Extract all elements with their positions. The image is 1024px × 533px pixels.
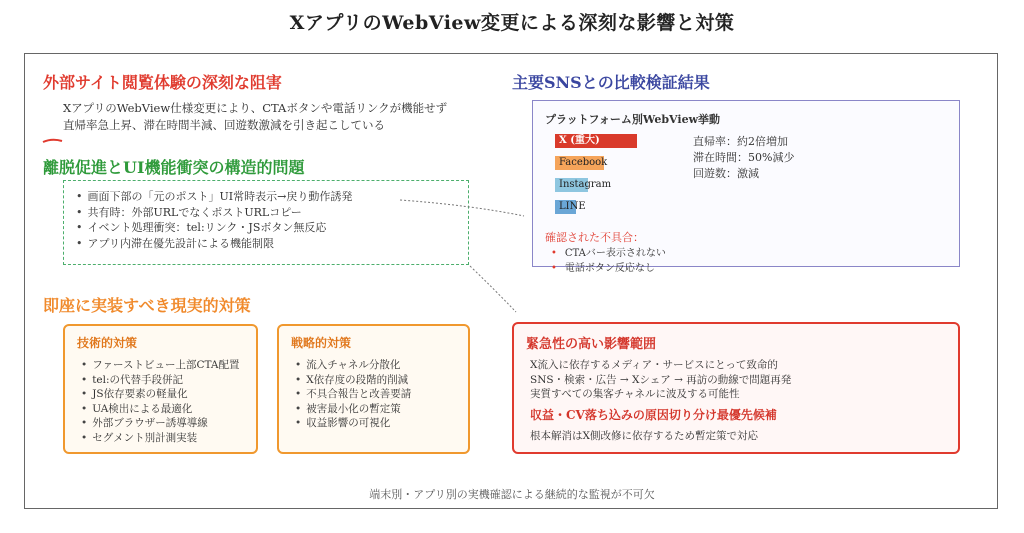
- technical-measures-title: 技術的対策: [77, 336, 138, 350]
- section-heading-structural: 離脱促進とUI機能衝突の構造的問題: [43, 158, 305, 177]
- urgent-highlight: 収益・CV落ち込みの原因切り分け最優先候補: [530, 408, 777, 422]
- issues-title: 確認された不具合：: [545, 231, 644, 244]
- list-item: • ファーストビュー上部CTA配置: [81, 358, 240, 373]
- list-item: • tel:の代替手段併記: [81, 373, 240, 388]
- section-heading-countermeasures: 即座に実装すべき現実的対策: [43, 296, 251, 315]
- section-heading-comparison: 主要SNSとの比較検証結果: [512, 73, 710, 92]
- list-item: • セグメント別計測実装: [81, 431, 240, 446]
- bar-instagram: Instagram: [555, 178, 588, 192]
- list-item: • 被害最小化の暫定策: [295, 402, 411, 417]
- bar-x: X (重大): [555, 134, 637, 148]
- list-item: • 電話ボタン反応なし: [551, 261, 666, 276]
- strategic-measures-title: 戦略的対策: [291, 336, 352, 350]
- list-item: • UA検出による最適化: [81, 402, 240, 417]
- list-item: • 収益影響の可視化: [295, 416, 411, 431]
- bar-facebook: Facebook: [555, 156, 604, 170]
- obstruction-line-2: 直帰率急上昇、滞在時間半減、回遊数激減を引き起こしている: [63, 118, 385, 132]
- list-item: • 外部ブラウザー誘導導線: [81, 416, 240, 431]
- urgent-line-3: 実質すべての集客チャネルに波及する可能性: [530, 388, 740, 400]
- list-item: • 流入チャネル分散化: [295, 358, 411, 373]
- list-item: • アプリ内滞在優先設計による機能制限: [76, 236, 352, 252]
- list-item: • JS依存要素の軽量化: [81, 387, 240, 402]
- list-item: • CTAバー表示されない: [551, 246, 666, 261]
- stat-bounce-rate: 直帰率：約2倍増加: [693, 135, 788, 148]
- urgent-impact-box: [512, 322, 960, 454]
- section-heading-obstruction: 外部サイト閲覧体験の深刻な阻害: [43, 73, 282, 92]
- technical-measures-box: [63, 324, 258, 454]
- list-item: • 画面下部の「元のポスト」UI常時表示→戻り動作誘発: [76, 189, 352, 205]
- list-item: • 不具合報告と改善要請: [295, 387, 411, 402]
- urgent-impact-heading: 緊急性の高い影響範囲: [526, 337, 657, 352]
- strategic-measures-list: [295, 358, 411, 431]
- comparison-box: [532, 100, 960, 274]
- bar-line: LINE: [555, 200, 576, 214]
- footer-note: 端末別・アプリ別の実機確認による継続的な監視が不可欠: [369, 488, 655, 501]
- issues-list: [551, 246, 666, 276]
- urgent-line-2: SNS・検索・広告 → Xシェア → 再訪の動線で問題再発: [530, 373, 792, 386]
- obstruction-line-1: XアプリのWebView仕様変更により、CTAボタンや電話リンクが機能せず: [63, 101, 448, 115]
- technical-measures-list: [81, 358, 240, 445]
- urgent-impact-text: [530, 358, 791, 402]
- urgent-note: 根本解消はX側改修に依存するため暫定策で対応: [530, 430, 758, 442]
- stat-pageviews: 回遊数：激減: [693, 167, 759, 180]
- list-item: • 共有時：外部URLでなくポストURLコピー: [76, 205, 352, 221]
- list-item: • イベント処理衝突：tel:リンク・JSボタン無反応: [76, 220, 352, 236]
- urgent-line-1: X流入に依存するメディア・サービスにとって致命的: [530, 359, 778, 371]
- stat-dwell-time: 滞在時間：50%減少: [693, 151, 795, 164]
- list-item: • X依存度の段階的削減: [295, 373, 411, 388]
- page-title: XアプリのWebView変更による深刻な影響と対策: [289, 12, 735, 34]
- chart-title: プラットフォーム別WebView挙動: [545, 113, 721, 126]
- strategic-measures-box: [277, 324, 470, 454]
